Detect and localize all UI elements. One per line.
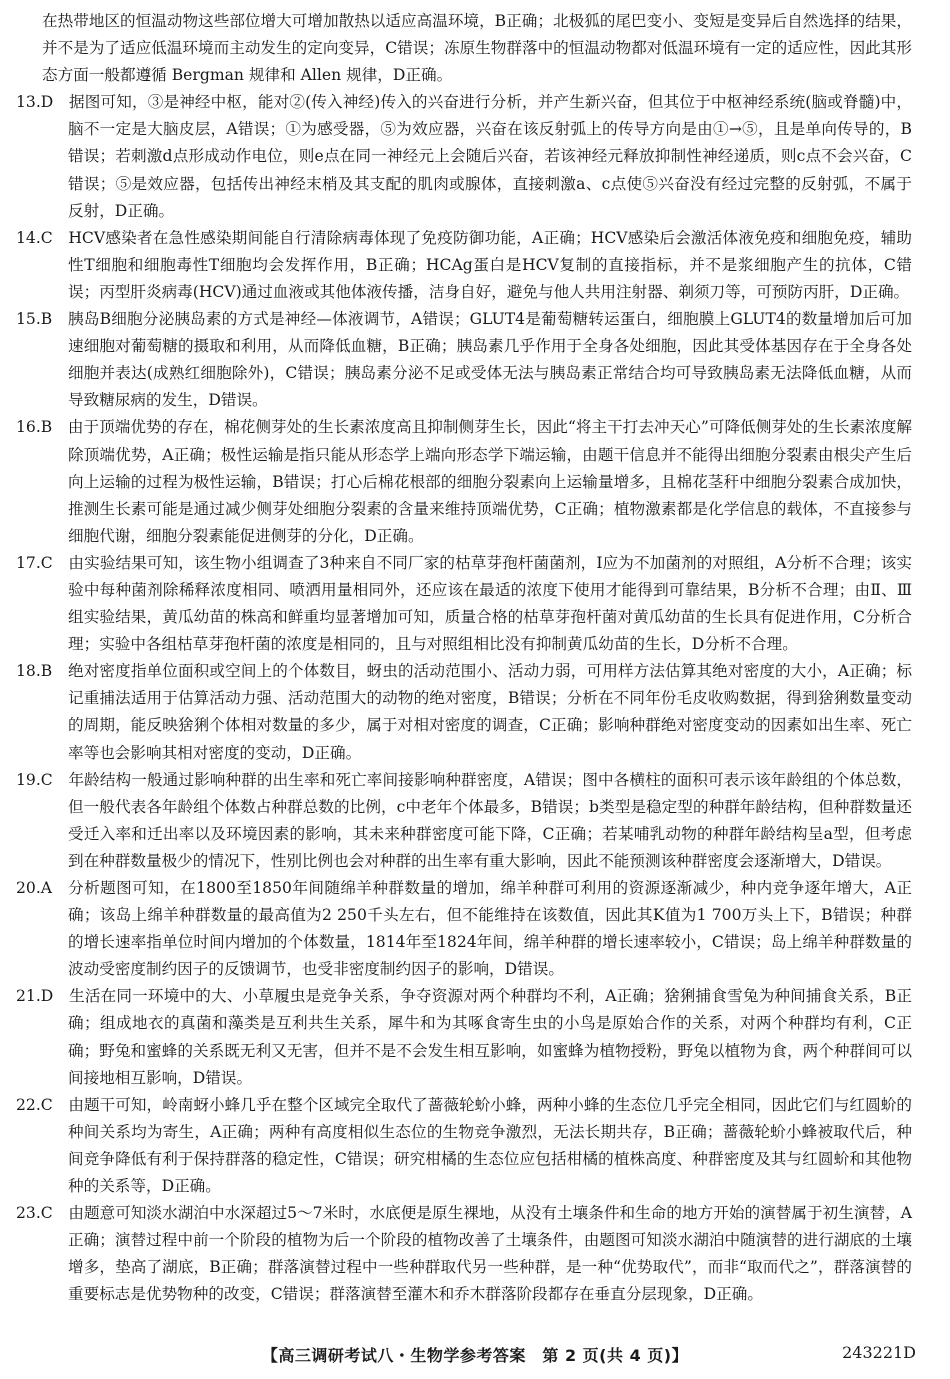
answer-item [16, 225, 912, 306]
answer-number: 15.B [16, 310, 53, 329]
answer-number: 16.B [16, 418, 53, 437]
answer-number: 22.C [16, 1095, 53, 1114]
answer-number: 13.D [16, 93, 54, 112]
answer-explanation: 绝对密度指单位面积或空间上的个体数目，蚜虫的活动范围小、活动力弱，可用样方法估算其绝对密度的大小，A正确；标记重捕法适用于估算活动力强、活动范围大的动物的绝对密度，B错误；分析在不同年份毛皮收购数据，得到猞猁数量变动的周期，能反映猞猁个体相对数量的多少，属于对相对密度的调查，C正确；影响种群绝对密度变动的因素如出生率、死亡率等也会影响其相对密度的变动，D正确。 [67, 662, 912, 762]
answer-item [16, 550, 912, 658]
answer-explanation: 分析题图可知，在1800至1850年间随绵羊种群数量的增加，绵羊种群可利用的资源逐渐减少，种内竞争逐年增大，A正确；该岛上绵羊种群数量的最高值为2 250千头左右，但不能维持在该数值，因此其K值为1 700万头上下，B错误；种群的增长速率指单位时间内增加的个体数量，1814年至1824年间，绵羊种群的增长速率较小，C错误；岛上绵羊种群数量的波动受密度制约因子的反馈调节，也受非密度制约因子的影响，D错误。 [67, 879, 912, 979]
answer-number: 18.B [16, 662, 53, 681]
answer-explanation: 据图可知，③是神经中枢，能对②(传入神经)传入的兴奋进行分析，并产生新兴奋，但其位于中枢神经系统(脑或脊髓)中，脑不一定是大脑皮层，A错误；①为感受器，⑤为效应器，兴奋在该反射弧上的传导方向是由①→⑤，且是单向传导的，B错误；若刺激d点形成动作电位，则e点在同一神经元上会随后兴奋，若该神经元释放抑制性神经递质，则c点不会兴奋，C错误；⑤是效应器，包括传出神经末梢及其支配的肌肉或腺体，直接刺激a、c点使⑤兴奋没有经过完整的反射弧，不属于反射，D正确。 [68, 93, 912, 220]
footer-page-info: 【高三调研考试八・生物学参考答案 第 2 页(共 4 页)】 [261, 1346, 689, 1365]
footer-exam-code: 243221D [842, 1343, 916, 1362]
answer-item [16, 875, 912, 983]
answer-explanation: 由题意可知淡水湖泊中水深超过5～7米时，水底便是原生裸地，从没有土壤条件和生命的地方开始的演替属于初生演替，A正确；演替过程中前一个阶段的植物为后一个阶段的植物改善了土壤条件，由题图可知淡水湖泊中随演替的进行湖底的土壤增多，垫高了湖底，B正确；群落演替过程中一些种群取代另一些种群，是一种“优势取代”，而非“取而代之”，群落演替的重要标志是优势物种的改变，C错误；群落演替至灌木和乔木群落阶段都存在垂直分层现象，D正确。 [68, 1204, 912, 1304]
answer-item [16, 1092, 912, 1200]
answer-explanation: 年龄结构一般通过影响种群的出生率和死亡率间接影响种群密度，A错误；图中各横柱的面积可表示该年龄组的个体总数，但一般代表各年龄组个体数占种群总数的比例，c中老年个体最多，B错误；b类型是稳定型的种群年龄结构，但种群数量还受迁入率和迁出率以及环境因素的影响，其未来种群密度可能下降，C正确；若某哺乳动物的种群年龄结构呈a型，但考虑到在种群数量极少的情况下，性别比例也会对种群的出生率有重大影响，因此不能预测该种群密度会逐渐增大，D错误。 [68, 770, 912, 870]
answer-number: 19.C [16, 770, 53, 789]
answer-number: 21.D [16, 987, 54, 1006]
answer-number: 23.C [16, 1204, 53, 1223]
page-footer [0, 1343, 950, 1371]
answer-item [16, 89, 912, 224]
answer-explanation: 由题干可知，岭南蚜小蜂几乎在整个区域完全取代了蔷薇轮蚧小蜂，两种小蜂的生态位几乎完全相同，因此它们与红圆蚧的种间关系均为寄生，A正确；两种有高度相似生态位的生物竞争激烈，无法长期共存，B正确；蔷薇轮蚧小蜂被取代后，种间竞争降低有利于保持群落的稳定性，C错误；研究柑橘的生态位应包括柑橘的植株高度、种群密度及其与红圆蚧和其他物种的关系等，D正确。 [68, 1095, 912, 1196]
answer-number: 17.C [16, 553, 53, 572]
answer-item [16, 306, 912, 414]
answer-item [16, 414, 912, 549]
answer-item [16, 658, 912, 766]
continued-paragraph: 在热带地区的恒温动物这些部位增大可增加散热以适应高温环境，B正确；北极狐的尾巴变小、变短是变异后自然选择的结果，并不是为了适应低温环境而主动发生的定向变异，C错误；冻原生物群落中的恒温动物都对低温环境有一定的适应性，因此其形态方面一般都遵循 Bergman 规律和 Allen 规律，D正确。 [42, 12, 912, 85]
answer-explanation: HCV感染者在急性感染期间能自行清除病毒体现了免疫防御功能，A正确；HCV感染后会激活体液免疫和细胞免疫，辅助性T细胞和细胞毒性T细胞均会发挥作用，B正确；HCAg蛋白是HCV复制的直接指标，并不是浆细胞产生的抗体，C错误；丙型肝炎病毒(HCV)通过血液或其他体液传播，洁身自好，避免与他人共用注射器、剃须刀等，可预防丙肝，D正确。 [68, 228, 912, 301]
answer-item [16, 767, 912, 875]
answer-item [16, 983, 912, 1091]
answer-explanation: 胰岛B细胞分泌胰岛素的方式是神经—体液调节，A错误；GLUT4是葡萄糖转运蛋白，细胞膜上GLUT4的数量增加后可加速细胞对葡萄糖的摄取和利用，从而降低血糖，B正确；胰岛素几乎作用于全身各处细胞，因此其受体基因存在于全身各处细胞并表达(成熟红细胞除外)，C错误；胰岛素分泌不足或受体无法与胰岛素正常结合均可导致胰岛素无法降低血糖，从而导致糖尿病的发生，D错误。 [67, 310, 912, 410]
answer-explanation: 由于顶端优势的存在，棉花侧芽处的生长素浓度高且抑制侧芽生长，因此“将主干打去冲天心”可降低侧芽处的生长素浓度解除顶端优势，A正确；极性运输是指只能从形态学上端向形态学下端运输，由题干信息并不能得出细胞分裂素由根尖产生后向上运输的过程为极性运输，B错误；打心后棉花根部的细胞分裂素向上运输量增多，且棉花茎秆中细胞分裂素合成加快，推测生长素可能是通过减少侧芽处细胞分裂素的含量来维持顶端优势，C正确；植物激素都是化学信息的载体，不直接参与细胞代谢，细胞分裂素能促进侧芽的分化，D正确。 [67, 418, 912, 545]
answer-item [16, 1200, 912, 1308]
answer-number: 20.A [16, 879, 53, 897]
answer-explanation: 由实验结果可知，该生物小组调查了3种来自不同厂家的枯草芽孢杆菌菌剂，Ⅰ应为不加菌剂的对照组，A分析不合理；该实验中每种菌剂除稀释浓度相同、喷洒用量相同外，还应该在最适的浓度下使用才能得到可靠结果，B分析不合理；由Ⅱ、Ⅲ组实验结果，黄瓜幼苗的株高和鲜重均显著增加可知，质量合格的枯草芽孢杆菌对黄瓜幼苗的生长具有促进作用，C分析合理；实验中各组枯草芽孢杆菌的浓度是相同的，且与对照组相比没有抑制黄瓜幼苗的生长，D分析不合理。 [68, 553, 912, 654]
answer-list [16, 89, 912, 1308]
answer-content [16, 8, 912, 1309]
answer-number: 14.C [16, 228, 53, 247]
answer-explanation: 生活在同一环境中的大、小草履虫是竞争关系，争夺资源对两个种群均不利，A正确；猞猁捕食雪兔为种间捕食关系，B正确；组成地衣的真菌和藻类是互利共生关系，犀牛和为其啄食寄生虫的小鸟是原始合作的关系，对两个种群均有利，C正确；野兔和蜜蜂的关系既无利又无害，但并不是不会发生相互影响，如蜜蜂为植物授粉，野兔以植物为食，两个种群间可以间接地相互影响，D错误。 [68, 987, 912, 1087]
